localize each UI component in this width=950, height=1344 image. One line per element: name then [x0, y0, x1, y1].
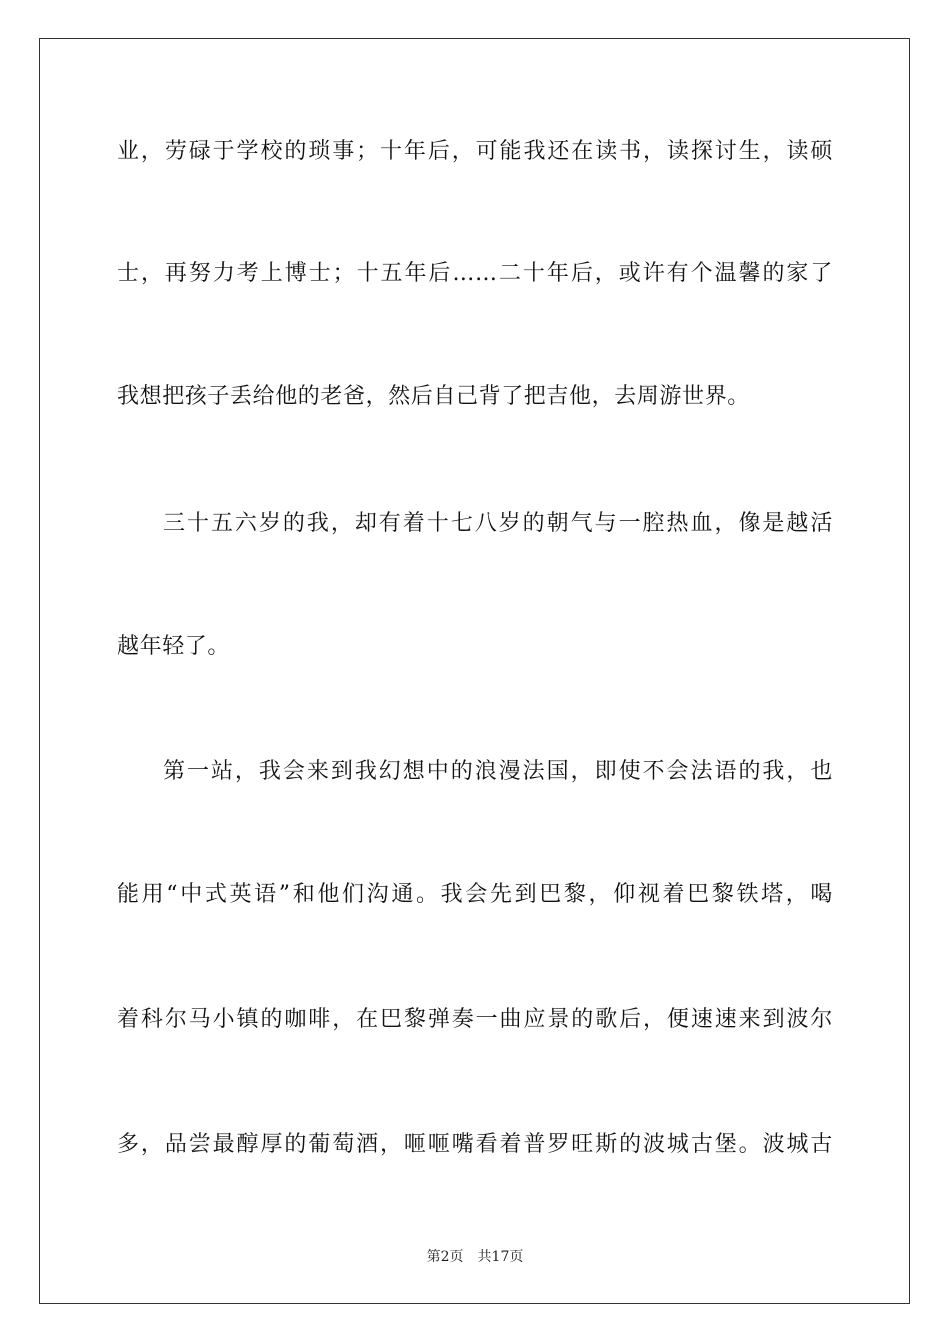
text-line: 我想把孩子丢给他的老爸，然后自己背了把吉他，去周游世界。 — [117, 384, 750, 409]
text-line: 第一站，我会来到我幻想中的浪漫法国，即使不会法语的我，也 — [163, 759, 833, 784]
page-footer — [0, 1248, 950, 1266]
page-total: 共17页 — [477, 1249, 524, 1265]
text-line: 三十五六岁的我，却有着十七八岁的朝气与一腔热血，像是越活 — [163, 511, 833, 536]
text-line: 业，劳碌于学校的琐事；十年后，可能我还在读书，读探讨生，读硕 — [117, 139, 833, 164]
text-line: 越年轻了。 — [117, 634, 231, 659]
page-border — [39, 38, 910, 1304]
text-line: 士，再努力考上博士；十五年后……二十年后，或许有个温馨的家了 — [117, 261, 833, 286]
text-line: 着科尔马小镇的咖啡，在巴黎弹奏一曲应景的歌后，便速速来到波尔 — [117, 1007, 833, 1032]
text-line: 多，品尝最醇厚的葡萄酒，咂咂嘴看着普罗旺斯的波城古堡。波城古 — [117, 1132, 833, 1157]
text-line: 能用“中式英语”和他们沟通。我会先到巴黎，仰视着巴黎铁塔，喝 — [117, 882, 833, 907]
page-number: 第2页 — [426, 1249, 464, 1265]
